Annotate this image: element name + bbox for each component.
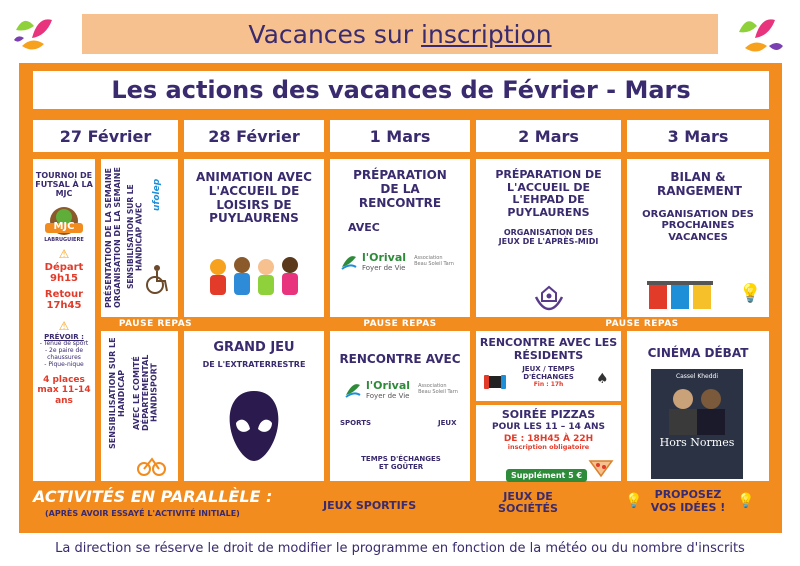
cards-icon: ♠	[596, 371, 609, 387]
asso-text: Association Beau Soleil Tarn	[414, 255, 454, 267]
cinema-title: CINÉMA DÉBAT	[647, 346, 749, 360]
soiree-title: SOIRÉE PIZZAS	[501, 408, 596, 421]
game-console-icon	[484, 375, 506, 389]
grand-jeu-cell	[184, 331, 324, 481]
soiree-time: DE : 18H45 À 22H	[503, 433, 594, 444]
handisport-cell	[101, 331, 178, 481]
orival-sub: Foyer de Vie	[366, 392, 410, 400]
schedule-board	[19, 63, 782, 533]
animation-text: ANIMATION AVEC L'ACCUEIL DE LOISIRS DE PUYLAURENS	[196, 170, 312, 226]
prevoir-item: - Tenue de sport	[39, 340, 89, 348]
grand-jeu-title: GRAND JEU	[213, 340, 295, 355]
day-header-2: 28 Février	[184, 120, 324, 152]
orival-logo-2	[344, 379, 458, 400]
warning-icon: ⚠	[58, 246, 70, 261]
header-title-underlined: inscription	[421, 19, 552, 49]
ufolep-logo: ufolep	[152, 178, 162, 212]
poster-names: Cassel Kheddi	[675, 373, 719, 380]
orival-logo	[340, 251, 454, 272]
parallel-activities	[33, 487, 769, 527]
depart-label: Départ	[44, 261, 84, 273]
pizza-icon	[588, 459, 614, 477]
preparation-ehpad-cell	[476, 159, 621, 317]
residents-fin: Fin : 17h	[533, 381, 564, 389]
children-illustration	[202, 253, 306, 309]
depart-time: 9h15	[50, 273, 78, 285]
supplement-badge: Supplément 5 €	[506, 463, 587, 482]
lightbulb-icon-right: 💡	[737, 493, 755, 509]
alien-icon	[226, 389, 282, 463]
prevoir-item: - Pique-nique	[44, 361, 84, 369]
jeux-text: JEUX	[438, 419, 457, 427]
pause-label: PAUSE REPAS	[605, 319, 679, 329]
avec-text: AVEC	[348, 221, 380, 235]
sports-text: SPORTS	[340, 419, 372, 427]
movie-poster	[651, 369, 743, 479]
rencontre-title: RENCONTRE AVEC	[339, 352, 461, 366]
prevoir-title: PRÉVOIR :	[44, 333, 84, 342]
animation-cell	[184, 159, 324, 317]
temps-text: TEMPS D'ÉCHANGES ET GOÛTER	[361, 455, 441, 472]
lightbulb-icon: 💡	[739, 283, 762, 304]
jeux-societes: JEUX DE SOCIÉTÉS	[498, 490, 558, 516]
comite-text: AVEC LE COMITÉ DÉPARTEMENTAL HANDISPORT	[132, 354, 159, 432]
preparation-rencontre-cell	[330, 159, 470, 317]
pause-label: PAUSE REPAS	[118, 319, 193, 329]
footer-disclaimer: La direction se réserve le droit de modifier le programme en fonction de la météo ou du nombre d'inscrits	[55, 541, 745, 556]
tournoi-cell	[33, 159, 95, 481]
bilan-cell	[627, 159, 769, 317]
soiree-inscription: inscription obligatoire	[507, 443, 590, 452]
retour-label: Retour	[44, 288, 84, 300]
handisport-icon	[135, 455, 169, 477]
header-banner	[82, 14, 718, 54]
brand-logo	[12, 10, 64, 56]
sensibilisation-text: SENSIBILISATION SUR LE HANDICAP AVEC	[126, 184, 144, 290]
orival-icon	[340, 253, 358, 271]
pause-label: PAUSE REPAS	[363, 319, 437, 329]
presentation-cell	[101, 159, 178, 317]
residents-title: RENCONTRE AVEC LES RÉSIDENTS	[479, 336, 618, 362]
places-text: 4 places max 11-14 ans	[37, 375, 91, 406]
orival-icon	[344, 381, 362, 399]
recycling-bins-icon	[647, 277, 717, 311]
bilan-title: BILAN & RANGEMENT	[657, 170, 742, 198]
bilan-sub: ORGANISATION DES PROCHAINES VACANCES	[642, 208, 754, 243]
parallel-sub: (APRÈS AVOIR ESSAYÉ L'ACTIVITÉ INITIALE)	[45, 509, 240, 518]
wheelchair-icon	[143, 263, 171, 295]
board-title: Les actions des vacances de Février - Mars	[33, 71, 769, 109]
day-header-1: 27 Février	[33, 120, 178, 152]
asso-text: Association Beau Soleil Tarn	[418, 383, 458, 395]
orival-sub: Foyer de Vie	[362, 264, 406, 272]
preparation-title: PRÉPARATION DE LA RENCONTRE	[353, 168, 447, 210]
ehpad-sub: ORGANISATION DES JEUX DE L'APRÈS-MIDI	[498, 227, 599, 246]
cinema-cell	[627, 331, 769, 481]
grand-jeu-sub: DE L'EXTRATERRESTRE	[202, 359, 306, 369]
residents-sub: JEUX / TEMPS D'ÉCHANGES	[522, 365, 575, 382]
proposez-text: PROPOSEZ VOS IDÉES !	[650, 488, 726, 514]
soiree-pizzas-cell	[476, 405, 621, 481]
day-header-4: 2 Mars	[476, 120, 621, 152]
poster-figures	[661, 385, 733, 435]
retour-time: 17h45	[46, 300, 82, 312]
ehpad-title: PRÉPARATION DE L'ACCUEIL DE L'EHPAD DE PUYLAURENS	[495, 168, 602, 219]
rencontre-residents-cell	[476, 331, 621, 401]
orival-name: l'Orival	[362, 251, 407, 264]
poster-title: Hors Normes	[659, 436, 735, 449]
day-header-5: 3 Mars	[627, 120, 769, 152]
jeux-sportifs: JEUX SPORTIFS	[323, 499, 417, 512]
mjc-logo-text: MJC	[53, 220, 75, 232]
prevoir-item: - 2e paire de chaussures	[44, 347, 84, 362]
lightbulb-icon-left: 💡	[625, 493, 643, 509]
header-title: Vacances sur	[248, 19, 414, 49]
mjc-sub: LABRUGUIERE	[44, 237, 84, 244]
soiree-for: POUR LES 11 – 14 ANS	[491, 421, 606, 432]
parallel-title: ACTIVITÉS EN PARALLÈLE :	[33, 487, 273, 506]
warning-icon-2: ⚠	[58, 318, 70, 333]
day-header-3: 1 Mars	[330, 120, 470, 152]
presentation-text: PRÉSENTATION DE LA SEMAINE ORGANISATION DE LA SEMAINE	[104, 167, 122, 309]
care-hands-icon	[532, 279, 566, 311]
sensibilisation-pm-text: SENSIBILISATION SUR LE HANDICAP	[108, 337, 126, 449]
brand-logo-right	[733, 10, 785, 56]
rencontre-cell	[330, 331, 470, 481]
tournoi-text: TOURNOI DE FUTSAL À LA MJC	[35, 171, 93, 199]
orival-name: l'Orival	[366, 379, 411, 392]
